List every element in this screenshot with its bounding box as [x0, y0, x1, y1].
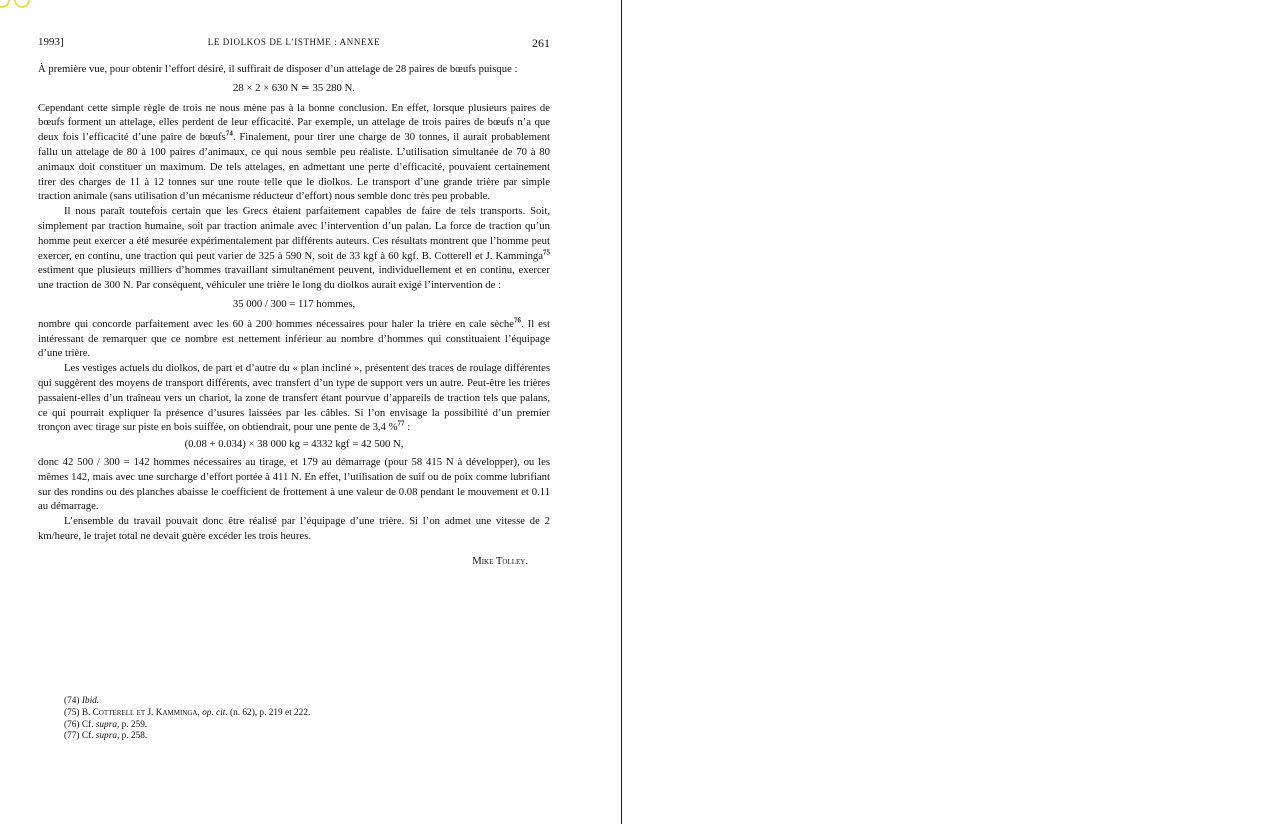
footnote-supra: supra	[95, 731, 117, 742]
formula: (0.08 + 0.034) × 38 000 kg = 4332 kgf = 42 500 N,	[184, 438, 404, 451]
footnote-76	[64, 720, 544, 732]
footnote-supra: supra	[95, 719, 117, 730]
corner-circle-mark	[0, 0, 10, 8]
footnote-number: (77)	[64, 731, 80, 742]
paragraph-text: :	[404, 421, 411, 434]
footnote-number: (76)	[64, 719, 80, 730]
footnote-authors: B. Cotterell et J. Kamminga	[81, 707, 198, 718]
paragraph	[38, 317, 550, 361]
blank-pane	[622, 0, 1276, 824]
footnote-cf: Cf.	[81, 719, 94, 730]
paragraph: donc 42 500 / 300 = 142 hommes nécessaires au tirage, et 179 au démarrage (pour 58 415 N à développer), ou les mêmes 142, mais avec une surcharge d’effort portée à 411 N. En effet, l’utilisation de suif ou de poix comme lubrifiant sur des rondins ou des planches abaisse le coefficient de frottement à une valeur de 0.08 pendant le mouvement et 0.11 au démarrage.	[38, 455, 550, 513]
footnote-cf: Cf.	[81, 731, 94, 742]
footnote-number: (74)	[64, 696, 80, 706]
paragraph	[38, 204, 550, 293]
footnote-text: (n. 62), p. 219 et 222.	[230, 707, 311, 718]
document-page	[0, 0, 621, 824]
paragraph: L’ensemble du travail pouvait donc être réalisé par l’équipage d’une trière. Si l’on admet une vitesse de 2 km/heure, le trajet total ne devait guère excéder les trois heures.	[38, 515, 550, 542]
header-running-title: LE DIOLKOS DE L’ISTHME : ANNEXE	[207, 37, 381, 47]
paragraph-text: Cependant cette simple règle de trois ne nous mène pas à la bonne conclusion. En effet, lorsque plusieurs paires de bœufs forment un attelage, elles perdent de leur efficacité. Par exemple, un attelage de trois paires de bœufs n’a que deux fois l’efficacité d’une paire de bœufs	[38, 101, 550, 144]
footnote-ref: 74	[225, 129, 233, 138]
paragraph-text: Les vestiges actuels du diolkos, de part et d’autre du « plan incliné », présentent des traces de roulage différentes qui suggèrent des moyens de transport différents, avec transfert d’un type de support vers un autre. Peut-être les trières passaient-elles d’un traîneau vers un chariot, la zone de transfert étant pourvue d’appareils de traction tels que palans, ce qui pourrait expliquer la présence d’usures laissées par les câbles. Si l’on envisage la possibilité d’un premier tronçon avec tirage sur piste en bois suiffée, on obtiendrait, pour une pente de 3,4 %	[38, 362, 550, 434]
footnote-page: , p. 258.	[116, 731, 148, 742]
paragraph	[38, 361, 550, 435]
paragraph-text: nombre qui concorde parfaitement avec les 60 à 200 hommes nécessaires pour haler la trière en cale sèche	[38, 317, 515, 330]
paragraph-text: . Il est intéressant de remarquer que ce nombre est nettement inférieur au nombre d’hommes qui constituaient l’équipage d’une trière.	[38, 317, 550, 360]
paragraph-text: estiment que plusieurs milliers d’hommes travaillant simultanément peuvent, individuellement et en continu, exercer une traction de 300 N. Par conséquent, véhiculer une trière le long du diolkos aurait exigé l’intervention de :	[38, 264, 550, 292]
running-header	[38, 36, 550, 52]
footnote-number: (75)	[64, 707, 80, 718]
footnote-ref: 76	[514, 316, 522, 325]
paragraph: À première vue, pour obtenir l’effort désiré, il suffirait de disposer d’un attelage de 28 paires de bœufs puisque :	[38, 63, 518, 75]
paragraph-text: . Finalement, pour tirer une charge de 30 tonnes, il aurait probablement fallu un attelage de 80 à 100 paires d’animaux, ce qui nous semble peu réaliste. L’utilisation simultanée de 70 à 80 animaux doit constituer un maximum. De tels attelages, en admettant une perte d’efficacité, pouvaient certainement tirer des charges de 11 à 12 tonnes sur une route telle que le diolkos. Le transport d’une grande trière par simple traction animale (sans utilisation d’un mécanisme réducteur d’effort) nous semble donc très peu probable.	[38, 131, 550, 203]
body-text	[38, 62, 550, 569]
footnote-citation: op. cit.	[202, 707, 228, 718]
footnote-74	[64, 696, 544, 708]
footnote-ref: 77	[397, 419, 405, 428]
footnote-77	[64, 731, 544, 743]
footnote-page: , p. 259.	[116, 719, 148, 730]
formula: 28 × 2 × 630 N ≃ 35 280 N.	[233, 81, 355, 94]
footnotes	[64, 696, 544, 743]
paragraph-text: Il nous paraît toutefois certain que les Grecs étaient parfaitement capables de faire de tels transports. Soit, simplement par traction humaine, soit par traction animale avec l’intervention d’un palan. La force de traction qu’un homme peut exercer a été mesurée expérimentalement par différents auteurs. Ces résultats montrent que l’homme peut exercer, en continu, une traction qui peut varier de 325 à 590 N, soit de 33 kgf à 60 kgf. B. Cotterell et J. Kamminga	[38, 205, 550, 262]
formula: 35 000 / 300 = 117 hommes,	[232, 297, 356, 310]
paragraph	[38, 101, 550, 205]
footnote-75: (75) B. Cotterell et J. Kamminga, op. cit. (n. 62), p. 219 et 222.	[64, 707, 311, 718]
header-page-number: 261	[532, 36, 550, 50]
footnote-ref: 75	[543, 248, 550, 256]
author-signature: Mike Tolley.	[472, 554, 528, 567]
header-year: 1993]	[38, 36, 64, 48]
corner-circle-mark	[14, 0, 30, 8]
footnote-text: Ibid.	[81, 696, 100, 706]
